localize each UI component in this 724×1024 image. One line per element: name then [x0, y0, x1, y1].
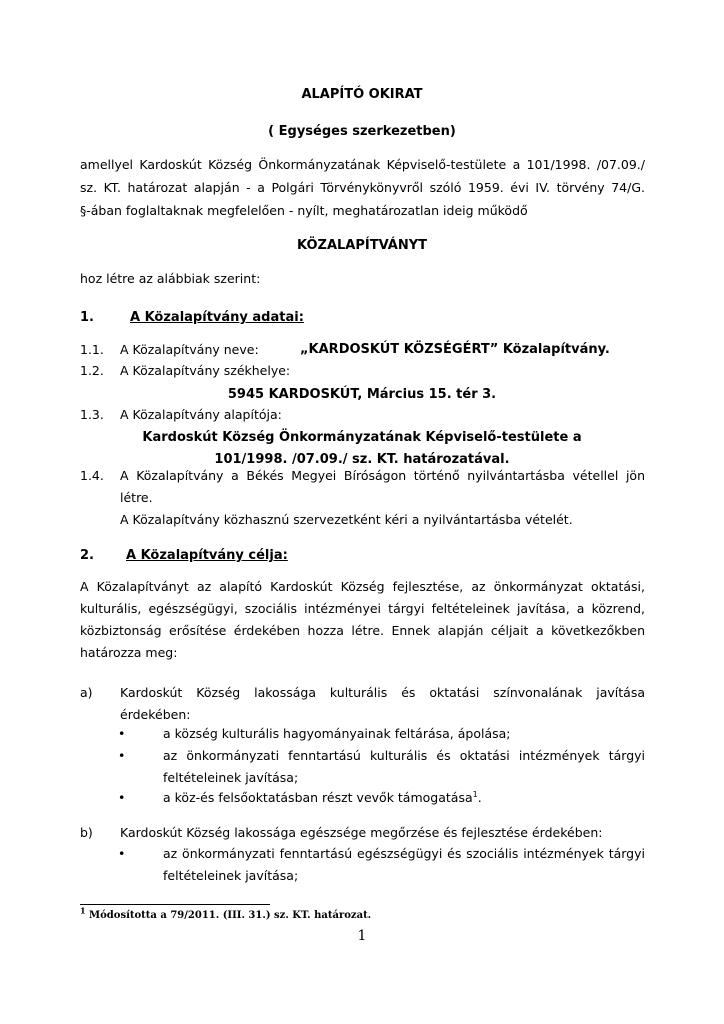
item-a-bullet-3-text: a köz-és felsőoktatásban részt vevők támogatása — [163, 790, 473, 805]
kozalapitvanyt-heading: KÖZALAPÍTVÁNYT — [296, 238, 427, 253]
item-1-2-number: 1.2. — [80, 363, 104, 378]
item-1-1-number: 1.1. — [80, 342, 104, 357]
bullet-icon: • — [118, 726, 126, 741]
intro-line-3: §-ában foglaltaknak megfelelően - nyílt, meghatározatlan ideig működő — [80, 203, 528, 218]
item-1-3-value-line-1: Kardoskút Község Önkormányzatának Képviselő-testülete a — [142, 430, 582, 445]
item-1-4-number: 1.4. — [80, 468, 104, 483]
item-1-4-line-3: A Közalapítvány közhasznú szervezetként kéri a nyilvántartásba vételét. — [120, 512, 573, 527]
item-1-3-number: 1.3. — [80, 407, 104, 422]
item-1-4-line-2: létre. — [120, 490, 153, 505]
item-a-label: a) — [80, 685, 93, 700]
item-a-bullet-1: a község kulturális hagyományainak feltárása, ápolása; — [163, 726, 511, 741]
footnote-reference: 1 — [472, 789, 478, 799]
bullet-icon: • — [118, 790, 126, 805]
hoz-letre-text: hoz létre az alábbiak szerint: — [80, 271, 261, 286]
document-subtitle: ( Egységes szerkezetben) — [268, 124, 456, 139]
page-number: 1 — [357, 928, 367, 944]
item-1-4-line-1: A Közalapítvány a Békés Megyei Bíróságon történő nyilvántartásba vétellel jön — [120, 468, 645, 483]
item-a-line-2: érdekében: — [120, 707, 191, 722]
item-1-2-label: A Közalapítvány székhelye: — [120, 363, 291, 378]
item-1-3-label: A Közalapítvány alapítója: — [120, 407, 282, 422]
section2-para-line-2: kulturális, egészségügyi, szociális intézményei tárgyi feltételeinek javítása, a közrend, — [80, 601, 645, 616]
intro-line-2: sz. KT. határozat alapján - a Polgári Törvénykönyvről szóló 1959. évi IV. törvény 74/G. — [80, 180, 645, 195]
footnote-separator — [80, 904, 270, 905]
item-b-label: b) — [80, 825, 93, 840]
item-a-line-1: Kardoskút Község lakossága kulturális és oktatási színvonalának javítása — [120, 685, 645, 700]
section2-para-line-1: A Közalapítványt az alapító Kardoskút Község fejlesztése, az önkormányzat oktatási, — [80, 579, 645, 594]
section1-heading: A Közalapítvány adatai: — [130, 310, 304, 325]
section2-para-line-4: határozza meg: — [80, 645, 178, 660]
section2-para-line-3: közbiztonság erősítése érdekében hozza létre. Ennek alapján céljait a következőkben — [80, 623, 645, 638]
document-title: ALAPÍTÓ OKIRAT — [301, 87, 423, 102]
section1-number: 1. — [80, 310, 94, 325]
item-a-bullet-3 — [163, 787, 645, 809]
footnote-text: Módosította a 79/2011. (III. 31.) sz. KT. határozat. — [85, 910, 372, 921]
item-1-3-value-line-2: 101/1998. /07.09./ sz. KT. határozatával. — [214, 452, 510, 467]
item-1-1-value: „KARDOSKÚT KÖZSÉGÉRT” Közalapítvány. — [300, 342, 610, 357]
bullet-icon: • — [118, 846, 126, 861]
item-b-bullet-1-line-1: az önkormányzati fenntartású egészségügyi és szociális intézmények tárgyi — [163, 846, 645, 861]
footnote-mark: 1 — [80, 905, 86, 916]
section2-heading: A Közalapítvány célja: — [126, 548, 288, 563]
item-b-line-1: Kardoskút Község lakossága egészsége megőrzése és fejlesztése érdekében: — [120, 825, 603, 840]
item-a-bullet-2-line-1: az önkormányzati fenntartású kulturális és oktatási intézmények tárgyi — [163, 748, 645, 763]
bullet-icon: • — [118, 748, 126, 763]
item-1-1-label: A Közalapítvány neve: — [120, 342, 259, 357]
item-a-bullet-3-end: . — [477, 790, 482, 805]
item-a-bullet-2-line-2: feltételeinek javítása; — [163, 770, 299, 785]
intro-line-1: amellyel Kardoskút Község Önkormányzatának Képviselő-testülete a 101/1998. /07.09./ — [80, 157, 645, 172]
section2-number: 2. — [80, 548, 94, 563]
item-1-2-value: 5945 KARDOSKÚT, Március 15. tér 3. — [227, 387, 497, 402]
item-b-bullet-1-line-2: feltételeinek javítása; — [163, 868, 299, 883]
footnote — [80, 905, 372, 921]
